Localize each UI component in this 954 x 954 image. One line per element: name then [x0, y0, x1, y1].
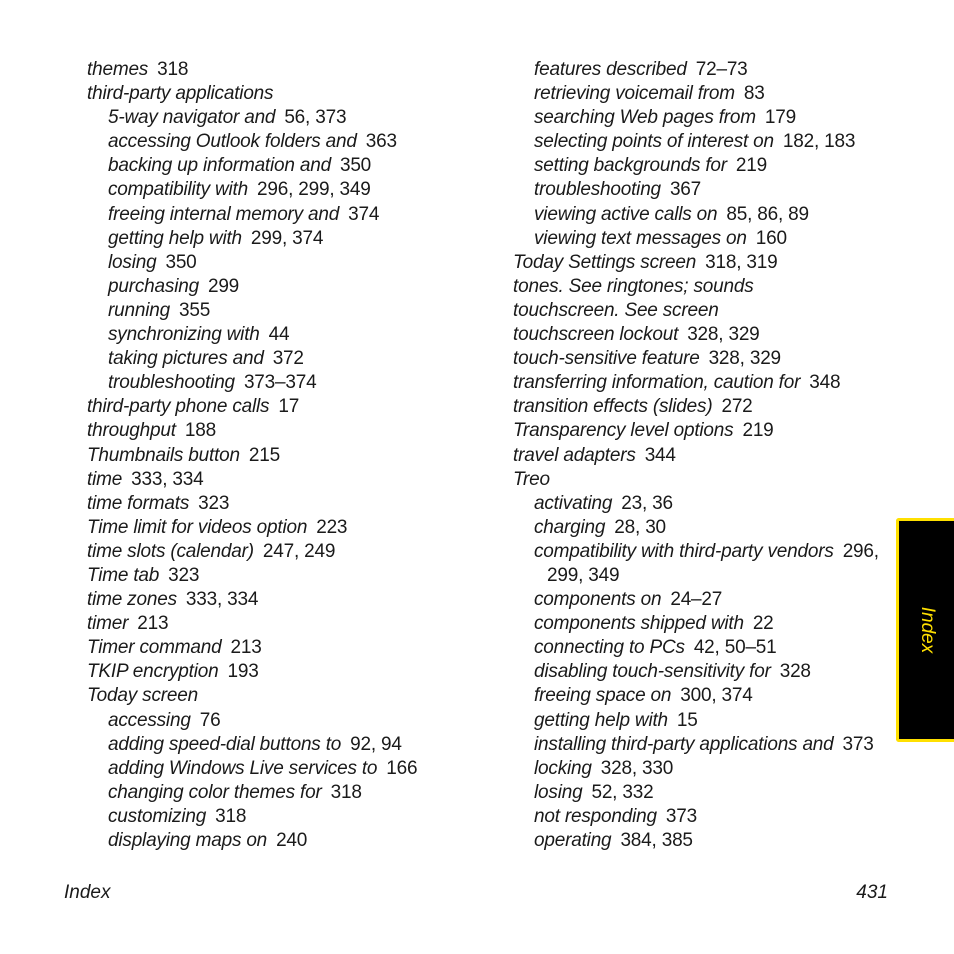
index-page-refs: 328, 329 [708, 348, 781, 370]
index-term: backing up information and [108, 155, 331, 177]
index-page-refs: 318, 319 [705, 251, 778, 273]
index-page-refs: 323 [198, 492, 230, 514]
index-page-refs: 15 [676, 709, 698, 731]
index-page-refs: 22 [752, 613, 774, 635]
index-subentry [87, 154, 487, 178]
index-subentry [513, 660, 888, 684]
index-term: touch-sensitive feature [513, 348, 700, 370]
index-entry [513, 371, 888, 395]
index-subentry [513, 612, 888, 636]
index-term: disabling touch-sensitivity for [534, 661, 771, 683]
index-term: third-party applications [87, 83, 274, 105]
index-term: themes [87, 59, 149, 80]
index-page-refs: 240 [276, 830, 308, 851]
index-subentry [87, 805, 487, 829]
index-page-refs: 52, 332 [591, 781, 654, 803]
index-page-refs: 219 [735, 155, 768, 177]
index-entry [513, 468, 888, 492]
index-term: accessing Outlook folders and [108, 131, 357, 153]
index-page-refs: 166 [386, 757, 418, 779]
index-page-refs: 213 [137, 613, 169, 635]
index-subentry [513, 829, 888, 853]
index-subentry [513, 757, 888, 781]
index-term: taking pictures and [108, 348, 264, 370]
index-page-refs: 300, 374 [680, 685, 753, 707]
index-page-refs: 333, 334 [131, 468, 204, 490]
index-subentry [87, 829, 487, 853]
footer-section-title: Index [64, 882, 111, 903]
index-term: retrieving voicemail from [534, 83, 735, 105]
index-subentry [513, 805, 888, 829]
index-term: purchasing [108, 275, 199, 297]
index-entry [513, 251, 888, 275]
index-subentry [87, 781, 487, 805]
index-entry [87, 636, 487, 660]
index-entry [87, 516, 487, 540]
index-term: locking [534, 757, 592, 779]
index-page-refs: 28, 30 [614, 516, 666, 538]
index-term: transition effects (slides) [513, 396, 713, 418]
index-term: adding Windows Live services to [108, 757, 378, 779]
index-subentry [513, 733, 888, 757]
index-page-refs: 350 [339, 155, 372, 177]
index-term: operating [534, 830, 612, 851]
index-term: accessing [108, 709, 191, 731]
index-page-refs: 23, 36 [621, 492, 673, 514]
index-subentry [513, 203, 888, 227]
index-term: throughput [87, 420, 176, 442]
index-entry [87, 540, 487, 564]
index-term: losing [108, 251, 157, 273]
index-term: components on [534, 589, 662, 611]
index-page-refs: 367 [669, 179, 702, 201]
index-term: compatibility with third-party vendors [534, 540, 834, 562]
index-term: TKIP encryption [87, 661, 219, 683]
index-page-refs: 355 [178, 299, 211, 321]
index-term: getting help with [108, 227, 242, 249]
index-term: adding speed-dial buttons to [108, 733, 342, 755]
index-term: Timer command [87, 637, 222, 659]
index-page-refs: 384, 385 [620, 830, 693, 851]
index-page-refs: 17 [278, 396, 300, 418]
index-page-refs: 348 [809, 372, 841, 394]
index-subentry [513, 82, 888, 106]
index-subentry [87, 130, 487, 154]
index-term: viewing text messages on [534, 227, 747, 249]
index-term: Treo [513, 468, 550, 490]
index-term: changing color themes for [108, 781, 322, 803]
index-entry [87, 684, 487, 708]
index-page-refs: 85, 86, 89 [726, 203, 809, 225]
index-side-tab [896, 518, 954, 742]
index-term: features described [534, 59, 687, 80]
index-term: compatibility with [108, 179, 249, 201]
index-page-refs: 373 [665, 805, 698, 827]
index-term: connecting to PCs [534, 637, 685, 659]
index-page-refs: 318 [330, 781, 362, 803]
index-term: activating [534, 492, 613, 514]
index-subentry [87, 106, 487, 130]
index-subentry [513, 154, 888, 178]
index-page-refs: 76 [199, 709, 221, 731]
index-term: freeing space on [534, 685, 672, 707]
index-term: 5-way navigator and [108, 107, 276, 129]
index-term: touchscreen lockout [513, 324, 679, 346]
index-term: getting help with [534, 709, 668, 731]
index-page-refs: 213 [230, 637, 262, 659]
index-subentry [513, 58, 888, 82]
index-page-refs: 372 [272, 348, 304, 370]
index-subentry [513, 516, 888, 540]
index-subentry [513, 564, 888, 588]
index-subentry [513, 709, 888, 733]
index-subentry [87, 709, 487, 733]
index-subentry [513, 588, 888, 612]
index-page-refs: 193 [227, 661, 259, 683]
index-term: viewing active calls on [534, 203, 718, 225]
index-page-refs: 44 [268, 324, 290, 346]
index-term: Time limit for videos option [87, 516, 308, 538]
index-subentry [513, 540, 888, 564]
index-page-refs: 299, 374 [250, 227, 324, 249]
index-entry [513, 275, 888, 299]
index-page-refs: 373–374 [243, 372, 317, 394]
index-term: travel adapters [513, 444, 636, 466]
index-page-refs: 373 [842, 733, 874, 755]
index-term: components shipped with [534, 613, 744, 635]
index-page-refs: 296, [842, 540, 879, 562]
index-term: installing third-party applications and [534, 733, 834, 755]
index-subentry [87, 757, 487, 781]
index-page-refs: 374 [348, 203, 380, 225]
index-subentry [513, 781, 888, 805]
index-page-refs: 160 [755, 227, 787, 249]
index-page-refs: 299 [207, 275, 240, 297]
index-entry [513, 395, 888, 419]
index-entry [87, 82, 487, 106]
index-page-refs: 92, 94 [350, 733, 402, 755]
index-term: not responding [534, 805, 657, 827]
index-page-refs: 219 [742, 420, 774, 442]
index-entry [87, 468, 487, 492]
index-term: running [108, 299, 170, 321]
index-term: selecting points of interest on [534, 131, 774, 153]
index-term: setting backgrounds for [534, 155, 727, 177]
index-page-refs: 344 [644, 444, 676, 466]
index-entry [87, 588, 487, 612]
index-page-refs: 328 [779, 661, 811, 683]
index-term: Time tab [87, 564, 160, 586]
index-entry [87, 395, 487, 419]
index-term: Transparency level options [513, 420, 734, 442]
index-page-refs: 350 [165, 251, 197, 273]
index-subentry [87, 178, 487, 202]
index-term: displaying maps on [108, 830, 268, 851]
index-subentry [87, 227, 487, 251]
index-entry [513, 347, 888, 371]
index-term: troubleshooting [108, 372, 235, 394]
index-column-left [87, 58, 487, 853]
index-term: customizing [108, 805, 207, 827]
index-term: third-party phone calls [87, 396, 270, 418]
index-term: troubleshooting [534, 179, 661, 201]
index-entry [87, 444, 487, 468]
index-page-refs: 323 [168, 564, 200, 586]
index-entry [513, 419, 888, 443]
index-subentry [513, 130, 888, 154]
index-term: Today screen [87, 685, 198, 707]
index-entry [87, 660, 487, 684]
index-page-refs: 318 [157, 59, 189, 80]
index-term: time slots (calendar) [87, 540, 254, 562]
index-subentry [87, 323, 487, 347]
index-subentry [513, 636, 888, 660]
index-entry [87, 58, 487, 82]
index-page-refs: 179 [764, 107, 797, 129]
index-subentry [87, 275, 487, 299]
index-term: time [87, 468, 123, 490]
index-term: tones. See ringtones; sounds [513, 275, 754, 297]
index-entry [513, 323, 888, 347]
index-subentry [87, 371, 487, 395]
index-entry [513, 299, 888, 323]
index-page-refs: 296, 299, 349 [257, 179, 371, 201]
index-subentry [513, 106, 888, 130]
index-term: synchronizing with [108, 324, 260, 346]
footer-page-number: 431 [856, 882, 888, 903]
index-term: charging [534, 516, 606, 538]
index-subentry [513, 227, 888, 251]
index-subentry [513, 178, 888, 202]
index-subentry [87, 203, 487, 227]
index-page-refs: 223 [316, 516, 348, 538]
index-page-refs: 182, 183 [782, 131, 856, 153]
index-entry [87, 419, 487, 443]
index-term: searching Web pages from [534, 107, 756, 129]
index-subentry [87, 299, 487, 323]
index-page-refs: 363 [365, 131, 397, 153]
index-subentry [513, 492, 888, 516]
index-page-refs: 272 [721, 396, 753, 418]
index-subentry [513, 684, 888, 708]
index-entry [87, 492, 487, 516]
index-term: time zones [87, 589, 177, 611]
index-page-refs: 24–27 [670, 589, 723, 611]
index-subentry [87, 251, 487, 275]
index-term: transferring information, caution for [513, 372, 801, 394]
index-page-refs: 188 [184, 420, 216, 442]
index-entry [513, 444, 888, 468]
index-term: Thumbnails button [87, 444, 240, 466]
index-page-refs: 215 [248, 444, 281, 466]
index-term: freeing internal memory and [108, 203, 340, 225]
side-tab-label: Index [916, 606, 938, 654]
index-page-refs: 72–73 [695, 59, 748, 80]
index-entry [87, 564, 487, 588]
index-subentry [87, 347, 487, 371]
index-term: Today Settings screen [513, 251, 697, 273]
index-subentry [87, 733, 487, 757]
index-page-refs: 318 [215, 805, 247, 827]
index-page-refs: 299, 349 [547, 564, 620, 586]
index-page-refs: 333, 334 [185, 589, 259, 611]
index-term: time formats [87, 492, 190, 514]
index-page-refs: 56, 373 [284, 107, 347, 129]
index-term: touchscreen. See screen [513, 299, 719, 321]
index-page-refs: 328, 330 [600, 757, 674, 779]
index-term: losing [534, 781, 583, 803]
index-page-refs: 42, 50–51 [693, 637, 777, 659]
index-page-refs: 328, 329 [687, 324, 760, 346]
index-column-right [513, 58, 888, 853]
index-entry [87, 612, 487, 636]
index-page-refs: 83 [743, 83, 765, 105]
index-page-refs: 247, 249 [262, 540, 336, 562]
index-term: timer [87, 613, 129, 635]
